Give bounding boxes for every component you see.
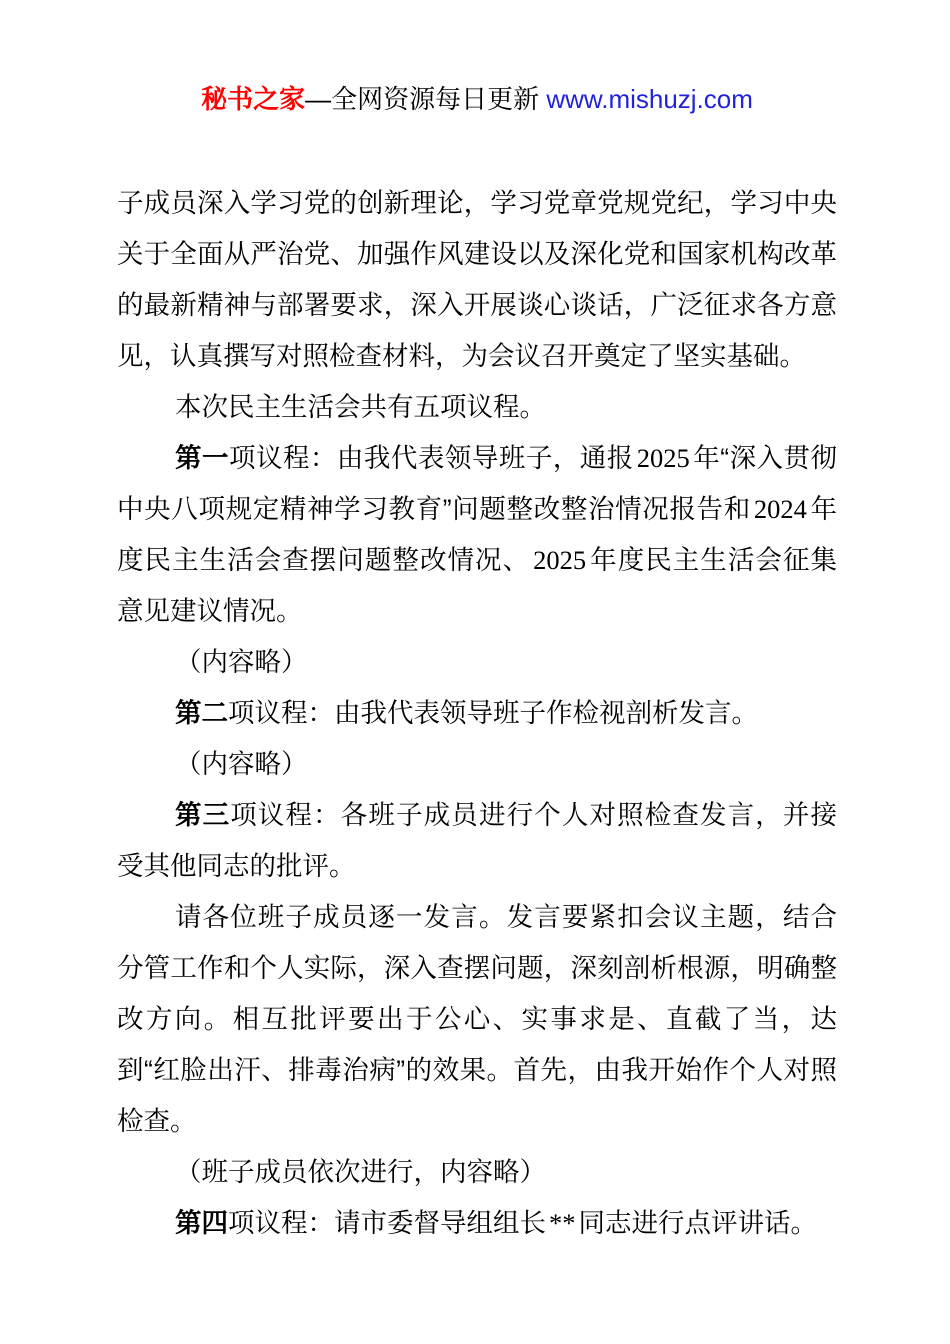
text-segment: 本次民主生活会共有五项议程。: [175, 392, 546, 422]
paragraph: [117, 1147, 837, 1198]
paragraph: [117, 382, 837, 433]
site-url: www.mishuzj.com: [546, 84, 753, 114]
page-header: [117, 78, 837, 120]
header-tagline: —全网资源每日更新: [305, 84, 547, 114]
text-segment: 2025: [533, 545, 587, 575]
text-segment: 请各位班子成员逐一发言。发言要紧扣会议主题，结合分管工作和个人实际，深入查摆问题，深刻剖析根源，明确整改方向。相互批评要出于公心、实事求是、直截了当，达到“红脸出汗、排毒治病”的效果。首先，由我开始作个人对照检查。: [117, 902, 837, 1136]
brand-name: 秘书之家: [201, 84, 306, 114]
paragraph: [117, 790, 837, 892]
text-segment: （班子成员依次进行，内容略）: [175, 1157, 546, 1187]
paragraph: [117, 637, 837, 688]
text-segment: 项议程：请市委督导组组长: [228, 1208, 546, 1238]
text-segment: （内容略）: [175, 647, 308, 677]
paragraph: [117, 688, 837, 739]
agenda-item-number: 第一: [175, 443, 229, 473]
text-segment: 同志进行点评讲话。: [578, 1208, 817, 1238]
text-segment: 年“深入贯彻中央八项规定精神学习教育”问题整改整治情况报告和: [117, 443, 838, 524]
text-segment: （内容略）: [175, 749, 308, 779]
text-segment: 项议程：由我代表领导班子，通报: [228, 443, 634, 473]
paragraph: [117, 1198, 837, 1249]
text-segment: 年度民主生活会查摆问题整改情况、: [117, 494, 838, 575]
text-segment: 2025: [636, 443, 690, 473]
text-segment: 子成员深入学习党的创新理论，学习党章党规党纪，学习中央关于全面从严治党、加强作风建设以及深化党和国家机构改革的最新精神与部署要求，深入开展谈心谈话，广泛征求各方意见，认真撰写对照检查材料，为会议召开奠定了坚实基础。: [117, 188, 837, 371]
text-segment: 2024: [753, 494, 807, 524]
document-body: [117, 178, 837, 1249]
paragraph: [117, 892, 837, 1147]
text-segment: 年度民主生活会征集意见建议情况。: [117, 545, 838, 626]
paragraph: [117, 739, 837, 790]
agenda-item-number: 第二: [175, 698, 228, 728]
text-segment: 项议程：各班子成员进行个人对照检查发言，并接受其他同志的批评。: [117, 800, 838, 881]
agenda-item-number: 第三: [175, 800, 231, 830]
agenda-item-number: 第四: [175, 1208, 228, 1238]
paragraph: [117, 178, 837, 382]
paragraph: [117, 433, 837, 637]
text-segment: **: [549, 1208, 576, 1238]
text-segment: 项议程：由我代表领导班子作检视剖析发言。: [228, 698, 758, 728]
